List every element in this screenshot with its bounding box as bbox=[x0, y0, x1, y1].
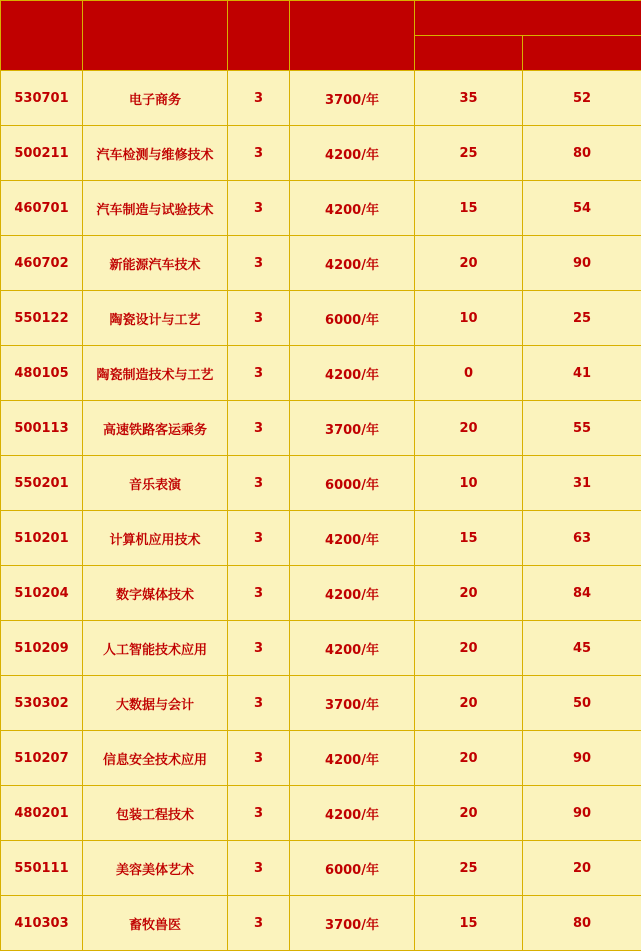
cell-major-code: 550122 bbox=[1, 291, 83, 346]
cell-duikou: 15 bbox=[415, 181, 523, 236]
table-header bbox=[1, 1, 641, 71]
cell-duikou: 20 bbox=[415, 786, 523, 841]
cell-gaozhi: 80 bbox=[523, 126, 641, 181]
cell-fee: 3700/年 bbox=[290, 71, 415, 126]
cell-fee: 4200/年 bbox=[290, 236, 415, 291]
cell-fee: 4200/年 bbox=[290, 621, 415, 676]
cell-years: 3 bbox=[228, 346, 290, 401]
cell-gaozhi: 31 bbox=[523, 456, 641, 511]
cell-duikou: 20 bbox=[415, 566, 523, 621]
cell-major-name: 电子商务 bbox=[83, 71, 228, 126]
cell-fee: 4200/年 bbox=[290, 181, 415, 236]
cell-years: 3 bbox=[228, 841, 290, 896]
table-row bbox=[1, 401, 641, 456]
table-row bbox=[1, 511, 641, 566]
table-row bbox=[1, 456, 641, 511]
cell-years: 3 bbox=[228, 401, 290, 456]
cell-years: 3 bbox=[228, 456, 290, 511]
cell-major-code: 500211 bbox=[1, 126, 83, 181]
cell-major-code: 510201 bbox=[1, 511, 83, 566]
cell-major-code: 410303 bbox=[1, 896, 83, 951]
table-row bbox=[1, 126, 641, 181]
cell-duikou: 20 bbox=[415, 236, 523, 291]
cell-fee: 6000/年 bbox=[290, 841, 415, 896]
cell-major-name: 畜牧兽医 bbox=[83, 896, 228, 951]
cell-duikou: 25 bbox=[415, 126, 523, 181]
cell-years: 3 bbox=[228, 71, 290, 126]
cell-duikou: 0 bbox=[415, 346, 523, 401]
cell-major-code: 510204 bbox=[1, 566, 83, 621]
column-header-years: 学制 bbox=[228, 1, 290, 71]
cell-major-name: 数字媒体技术 bbox=[83, 566, 228, 621]
cell-duikou: 20 bbox=[415, 676, 523, 731]
cell-fee: 3700/年 bbox=[290, 676, 415, 731]
cell-major-name: 美容美体艺术 bbox=[83, 841, 228, 896]
table-row bbox=[1, 731, 641, 786]
column-header-plan-count: 计划数 bbox=[415, 1, 641, 36]
cell-gaozhi: 84 bbox=[523, 566, 641, 621]
cell-major-name: 汽车检测与维修技术 bbox=[83, 126, 228, 181]
cell-duikou: 10 bbox=[415, 291, 523, 346]
cell-major-code: 500113 bbox=[1, 401, 83, 456]
cell-major-code: 510207 bbox=[1, 731, 83, 786]
cell-gaozhi: 41 bbox=[523, 346, 641, 401]
cell-fee: 4200/年 bbox=[290, 511, 415, 566]
cell-gaozhi: 54 bbox=[523, 181, 641, 236]
cell-duikou: 15 bbox=[415, 511, 523, 566]
cell-major-code: 550111 bbox=[1, 841, 83, 896]
column-header-gaozhi: 高职高专 bbox=[523, 36, 641, 71]
cell-duikou: 20 bbox=[415, 621, 523, 676]
cell-years: 3 bbox=[228, 786, 290, 841]
cell-gaozhi: 90 bbox=[523, 236, 641, 291]
cell-major-name: 陶瓷设计与工艺 bbox=[83, 291, 228, 346]
cell-major-name: 音乐表演 bbox=[83, 456, 228, 511]
cell-gaozhi: 20 bbox=[523, 841, 641, 896]
cell-fee: 3700/年 bbox=[290, 401, 415, 456]
table-row bbox=[1, 786, 641, 841]
cell-fee: 6000/年 bbox=[290, 456, 415, 511]
cell-gaozhi: 80 bbox=[523, 896, 641, 951]
column-header-major-code: 专业代码 bbox=[1, 1, 83, 71]
cell-major-name: 计算机应用技术 bbox=[83, 511, 228, 566]
table-row bbox=[1, 841, 641, 896]
cell-gaozhi: 25 bbox=[523, 291, 641, 346]
cell-major-code: 530701 bbox=[1, 71, 83, 126]
cell-duikou: 10 bbox=[415, 456, 523, 511]
column-header-fee: 收费（元／年） bbox=[290, 1, 415, 71]
cell-major-code: 460701 bbox=[1, 181, 83, 236]
cell-duikou: 15 bbox=[415, 896, 523, 951]
cell-years: 3 bbox=[228, 896, 290, 951]
cell-major-name: 汽车制造与试验技术 bbox=[83, 181, 228, 236]
table-row bbox=[1, 566, 641, 621]
cell-years: 3 bbox=[228, 566, 290, 621]
cell-fee: 4200/年 bbox=[290, 126, 415, 181]
cell-major-name: 大数据与会计 bbox=[83, 676, 228, 731]
cell-gaozhi: 55 bbox=[523, 401, 641, 456]
table-body bbox=[1, 71, 641, 951]
cell-years: 3 bbox=[228, 181, 290, 236]
cell-fee: 4200/年 bbox=[290, 346, 415, 401]
cell-gaozhi: 63 bbox=[523, 511, 641, 566]
cell-fee: 6000/年 bbox=[290, 291, 415, 346]
cell-fee: 4200/年 bbox=[290, 731, 415, 786]
table-row bbox=[1, 181, 641, 236]
cell-major-name: 信息安全技术应用 bbox=[83, 731, 228, 786]
cell-years: 3 bbox=[228, 676, 290, 731]
table-row bbox=[1, 621, 641, 676]
cell-duikou: 25 bbox=[415, 841, 523, 896]
column-header-duikou: 对口 bbox=[415, 36, 523, 71]
cell-years: 3 bbox=[228, 126, 290, 181]
cell-years: 3 bbox=[228, 731, 290, 786]
cell-gaozhi: 50 bbox=[523, 676, 641, 731]
cell-fee: 3700/年 bbox=[290, 896, 415, 951]
cell-major-code: 530302 bbox=[1, 676, 83, 731]
cell-major-name: 陶瓷制造技术与工艺 bbox=[83, 346, 228, 401]
cell-major-code: 510209 bbox=[1, 621, 83, 676]
cell-gaozhi: 90 bbox=[523, 786, 641, 841]
cell-years: 3 bbox=[228, 511, 290, 566]
table-header-row-1 bbox=[1, 1, 641, 36]
table-row bbox=[1, 236, 641, 291]
cell-major-name: 高速铁路客运乘务 bbox=[83, 401, 228, 456]
table-row bbox=[1, 346, 641, 401]
cell-years: 3 bbox=[228, 621, 290, 676]
cell-major-code: 460702 bbox=[1, 236, 83, 291]
cell-years: 3 bbox=[228, 291, 290, 346]
cell-duikou: 35 bbox=[415, 71, 523, 126]
cell-major-code: 480105 bbox=[1, 346, 83, 401]
cell-gaozhi: 52 bbox=[523, 71, 641, 126]
cell-fee: 4200/年 bbox=[290, 786, 415, 841]
cell-major-name: 新能源汽车技术 bbox=[83, 236, 228, 291]
cell-major-name: 包装工程技术 bbox=[83, 786, 228, 841]
table-row bbox=[1, 676, 641, 731]
table-row bbox=[1, 71, 641, 126]
table-row bbox=[1, 896, 641, 951]
cell-major-code: 480201 bbox=[1, 786, 83, 841]
cell-fee: 4200/年 bbox=[290, 566, 415, 621]
cell-duikou: 20 bbox=[415, 401, 523, 456]
cell-major-name: 人工智能技术应用 bbox=[83, 621, 228, 676]
cell-years: 3 bbox=[228, 236, 290, 291]
column-header-major-name: 招生专业 bbox=[83, 1, 228, 71]
cell-gaozhi: 45 bbox=[523, 621, 641, 676]
cell-duikou: 20 bbox=[415, 731, 523, 786]
cell-gaozhi: 90 bbox=[523, 731, 641, 786]
cell-major-code: 550201 bbox=[1, 456, 83, 511]
table-row bbox=[1, 291, 641, 346]
